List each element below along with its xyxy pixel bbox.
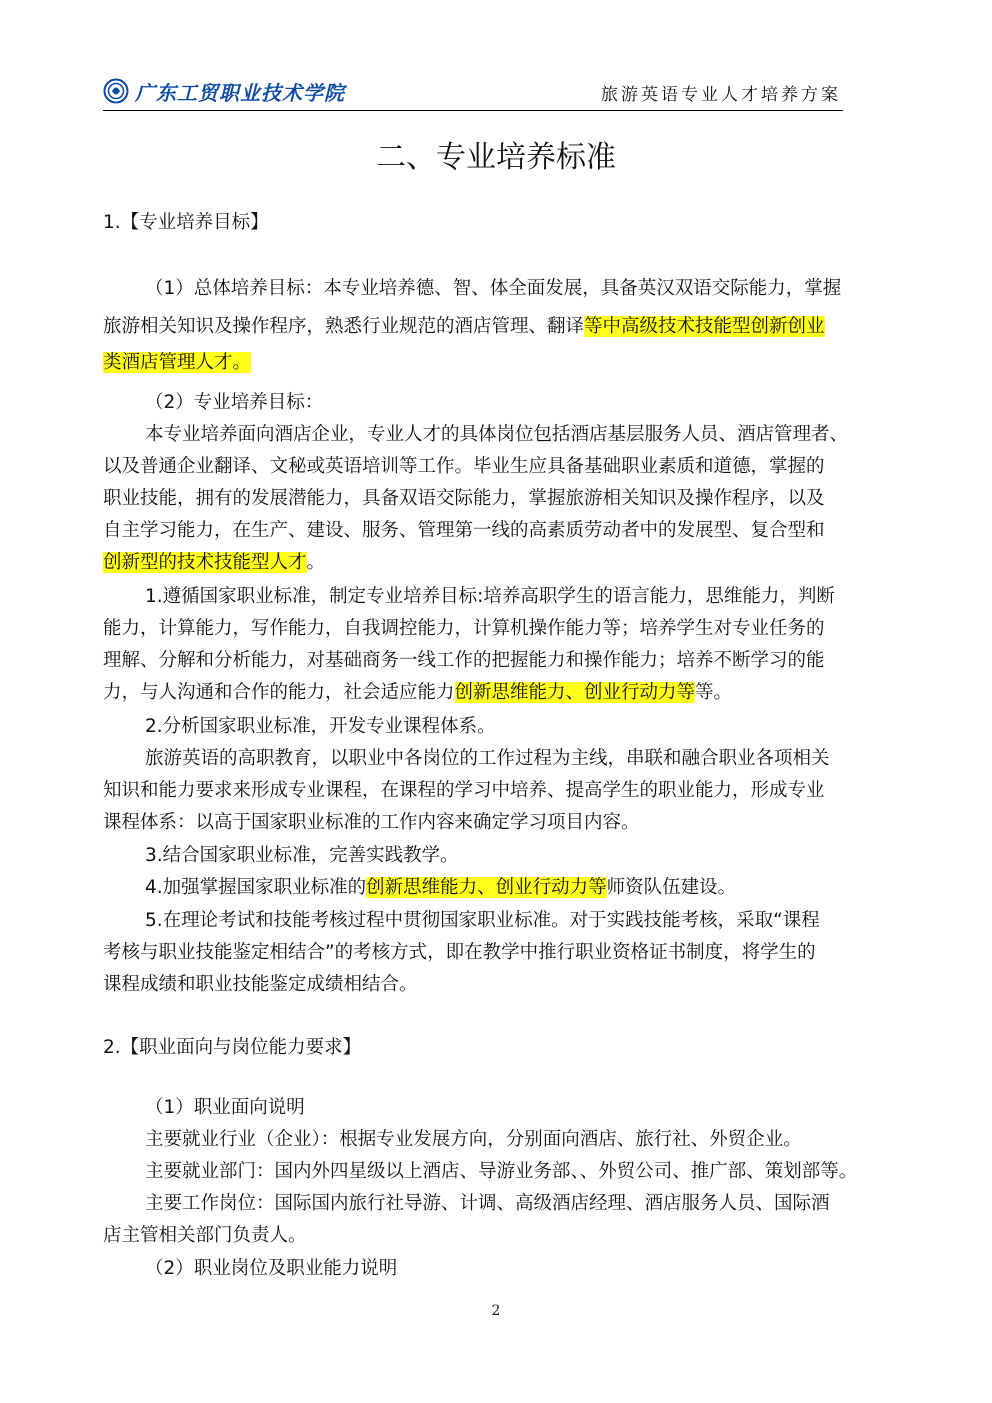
text-line bbox=[145, 1159, 857, 1185]
text-line bbox=[103, 1035, 361, 1061]
text-line bbox=[103, 314, 825, 340]
line-text: 课程成绩和职业技能鉴定成绩相结合。 bbox=[103, 974, 418, 995]
text-line bbox=[103, 940, 816, 966]
line-text: 本专业培养面向酒店企业，专业人才的具体岗位包括酒店基层服务人员、酒店管理者、 bbox=[145, 424, 849, 445]
line-text: 力，与人沟通和合作的能力，社会适应能力 bbox=[103, 682, 455, 703]
line-text: 店主管相关部门负责人。 bbox=[103, 1225, 307, 1246]
text-line bbox=[145, 584, 835, 610]
line-text: 1.【专业培养目标】 bbox=[103, 212, 269, 233]
line-text: 2.【职业面向与岗位能力要求】 bbox=[103, 1037, 362, 1058]
document-title-header: 旅游英语专业人才培养方案 bbox=[601, 85, 841, 105]
line-text: 3.结合国家职业标准，完善实践教学。 bbox=[145, 845, 459, 866]
line-text-after: 。 bbox=[306, 552, 326, 573]
line-text-after: 师资队伍建设。 bbox=[606, 877, 737, 898]
line-text: （2）专业培养目标： bbox=[145, 392, 324, 413]
highlighted-text: 等中高级技术技能型创新创业 bbox=[584, 316, 825, 337]
school-name: 广东工贸职业技术学院 bbox=[135, 80, 345, 105]
line-text: 旅游相关知识及操作程序，熟悉行业规范的酒店管理、翻译 bbox=[103, 316, 585, 337]
text-line bbox=[103, 972, 418, 998]
line-text: 考核与职业技能鉴定相结合”的考核方式，即在教学中推行职业资格证书制度，将学生的 bbox=[103, 942, 816, 963]
line-text: 旅游英语的高职教育，以职业中各岗位的工作过程为主线，串联和融合职业各项相关 bbox=[145, 748, 830, 769]
line-text: 职业技能，拥有的发展潜能力，具备双语交际能力，掌握旅游相关知识及操作程序，以及 bbox=[103, 488, 825, 509]
text-line bbox=[145, 1191, 830, 1217]
text-line bbox=[103, 778, 825, 804]
line-text: （1）总体培养目标：本专业培养德、智、体全面发展，具备英汉双语交际能力，掌握 bbox=[145, 278, 842, 299]
line-text: 2.分析国家职业标准，开发专业课程体系。 bbox=[145, 716, 496, 737]
text-line bbox=[103, 810, 640, 836]
text-line bbox=[145, 875, 736, 901]
line-text-after: 等。 bbox=[695, 682, 733, 703]
page-header bbox=[103, 70, 843, 111]
text-line bbox=[103, 350, 251, 376]
line-text: 主要工作岗位：国际国内旅行社导游、计调、高级酒店经理、酒店服务人员、国际酒 bbox=[145, 1193, 830, 1214]
highlighted-text: 创新型的技术技能型人才 bbox=[103, 552, 307, 573]
text-line bbox=[103, 486, 825, 512]
text-line bbox=[145, 714, 496, 740]
line-text: 课程体系：以高于国家职业标准的工作内容来确定学习项目内容。 bbox=[103, 812, 640, 833]
text-line bbox=[103, 454, 825, 480]
text-line bbox=[145, 843, 459, 869]
line-text: 主要就业部门：国内外四星级以上酒店、导游业务部、、外贸公司、推广部、策划部等。 bbox=[145, 1161, 858, 1182]
text-line bbox=[145, 390, 323, 416]
page-number: 2 bbox=[491, 1303, 501, 1319]
highlighted-text: 创新思维能力、创业行动力等 bbox=[366, 877, 607, 898]
line-text: 自主学习能力，在生产、建设、服务、管理第一线的高素质劳动者中的发展型、复合型和 bbox=[103, 520, 825, 541]
line-text: 以及普通企业翻译、文秘或英语培训等工作。毕业生应具备基础职业素质和道德，掌握的 bbox=[103, 456, 825, 477]
section-title: 二、专业培养标准 bbox=[376, 140, 616, 175]
text-line bbox=[103, 550, 325, 576]
line-text: 能力，计算能力，写作能力，自我调控能力，计算机操作能力等；培养学生对专业任务的 bbox=[103, 618, 825, 639]
line-text: （2）职业岗位及职业能力说明 bbox=[145, 1258, 398, 1279]
text-line bbox=[103, 680, 732, 706]
line-text: 知识和能力要求来形成专业课程，在课程的学习中培养、提高学生的职业能力，形成专业 bbox=[103, 780, 825, 801]
text-line bbox=[145, 276, 841, 302]
text-line bbox=[103, 1223, 307, 1249]
text-line bbox=[103, 518, 825, 544]
text-line bbox=[145, 1256, 397, 1282]
text-line bbox=[145, 422, 848, 448]
text-line bbox=[103, 648, 825, 674]
text-line bbox=[145, 908, 820, 934]
text-line bbox=[145, 1095, 305, 1121]
line-text: 主要就业行业（企业）：根据专业发展方向，分别面向酒店、旅行社、外贸企业。 bbox=[145, 1129, 802, 1150]
line-text: 1.遵循国家职业标准，制定专业培养目标:培养高职学生的语言能力，思维能力，判断 bbox=[145, 586, 835, 607]
line-text: 理解、分解和分析能力，对基础商务一线工作的把握能力和操作能力；培养不断学习的能 bbox=[103, 650, 825, 671]
text-line bbox=[103, 616, 825, 642]
school-emblem-icon bbox=[103, 78, 129, 104]
school-logo bbox=[103, 76, 345, 106]
text-line bbox=[103, 210, 269, 236]
highlighted-text: 创新思维能力、创业行动力等 bbox=[454, 682, 696, 703]
highlighted-text: 类酒店管理人才。 bbox=[103, 352, 252, 373]
line-text: 5.在理论考试和技能考核过程中贯彻国家职业标准。对于实践技能考核，采取“课程 bbox=[145, 910, 820, 931]
text-line bbox=[145, 1127, 802, 1153]
text-line bbox=[145, 746, 830, 772]
line-text: 4.加强掌握国家职业标准的 bbox=[145, 877, 367, 898]
line-text: （1）职业面向说明 bbox=[145, 1097, 305, 1118]
